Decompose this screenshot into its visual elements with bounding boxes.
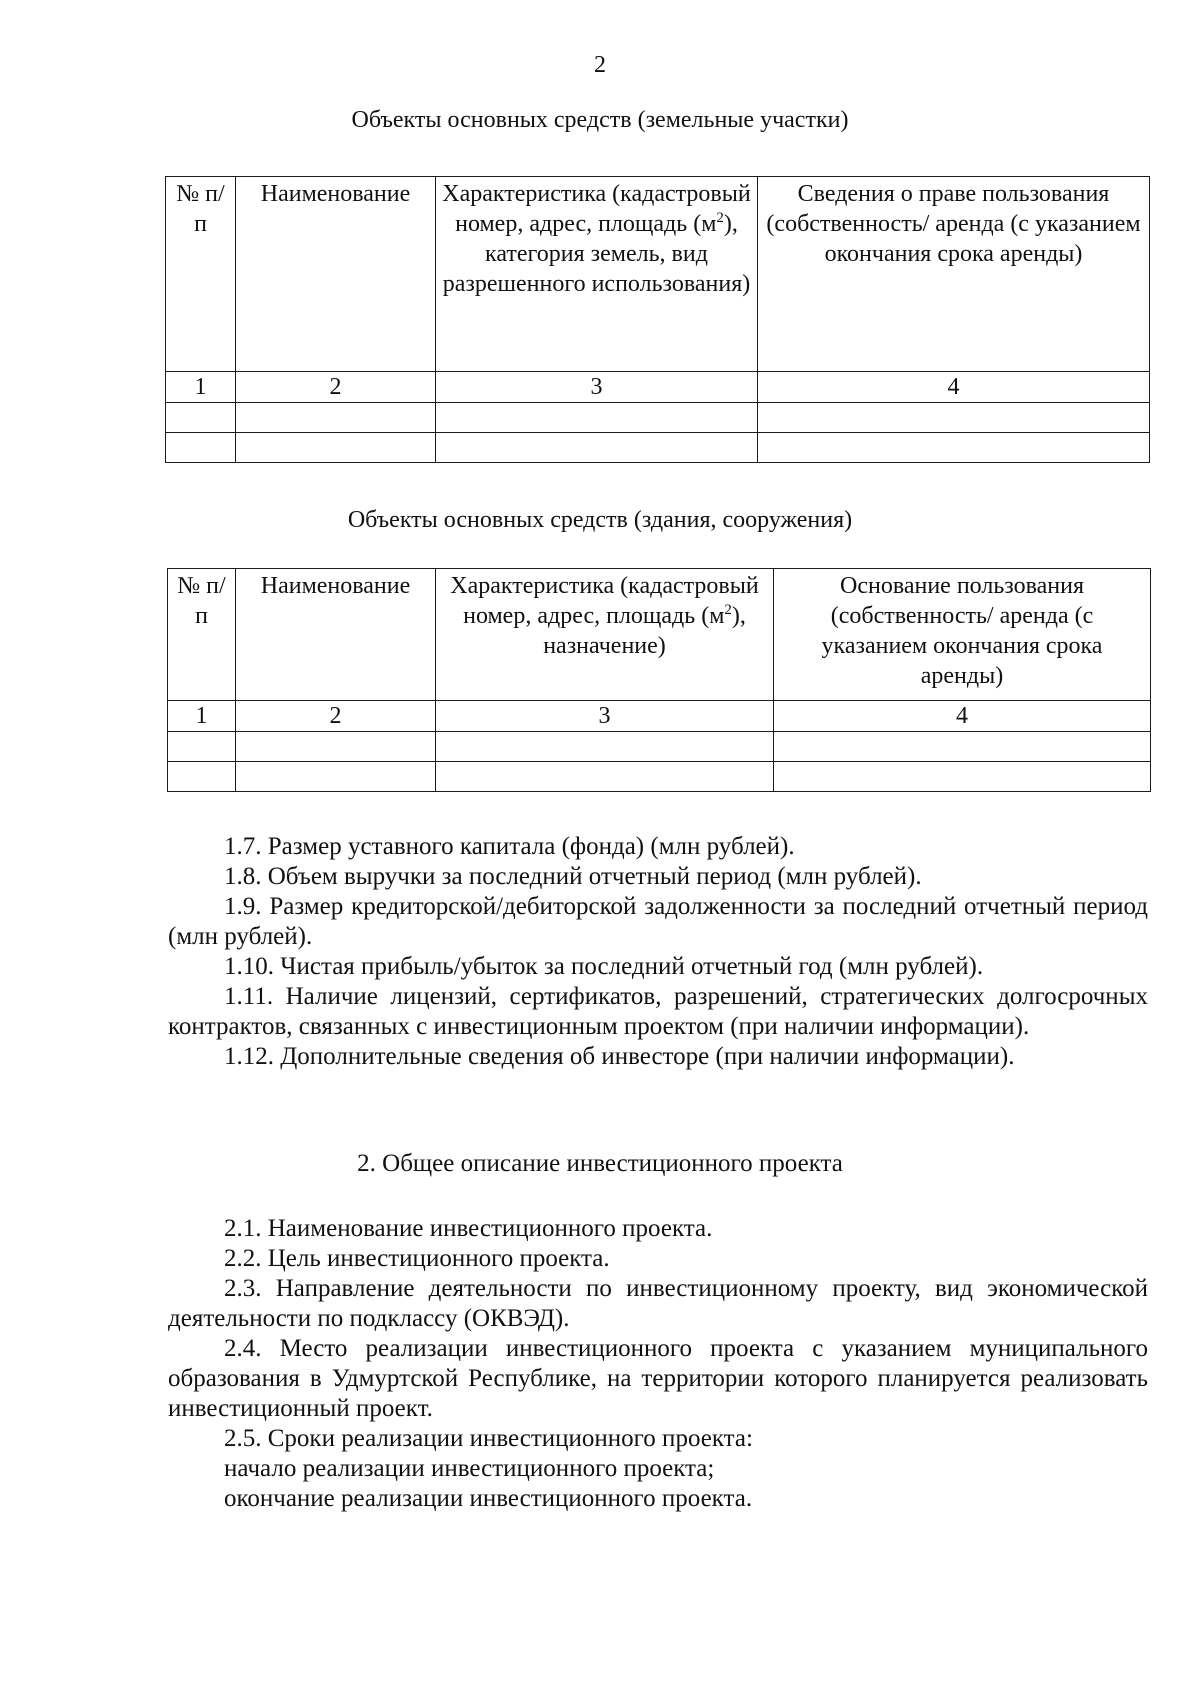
column-number: 2	[236, 372, 436, 403]
paragraph: 2.4. Место реализации инвестиционного проекта с указанием муниципального образования в Удмуртской Республике, на территории которого планируется реализовать инвестиционный проект.	[168, 1335, 1148, 1422]
paragraph: 1.7. Размер уставного капитала (фонда) (млн рублей).	[224, 833, 795, 860]
paragraph: 2.5. Сроки реализации инвестиционного проекта:	[224, 1425, 753, 1452]
header-number: № п/п	[168, 569, 236, 701]
empty-cell	[774, 762, 1151, 792]
empty-cell	[236, 403, 436, 433]
empty-cell	[166, 433, 236, 463]
paragraph: 1.10. Чистая прибыль/убыток за последний отчетный год (млн рублей).	[224, 953, 984, 980]
empty-cell	[168, 732, 236, 762]
paragraph: начало реализации инвестиционного проекта;	[224, 1455, 715, 1482]
column-number: 2	[236, 701, 436, 732]
column-number: 3	[436, 372, 758, 403]
section2-heading: 2. Общее описание инвестиционного проекта	[357, 1150, 843, 1177]
header-usage-basis: Основание пользования (собственность/ аренда (с указанием окончания срока аренды)	[774, 569, 1151, 701]
column-number: 1	[166, 372, 236, 403]
header-characteristics: Характеристика (кадастровый номер, адрес, площадь $(м^2)$, категория земель, вид разрешенного использования)	[436, 177, 758, 372]
section2-paragraphs	[168, 1214, 1148, 1514]
buildings-table	[167, 568, 1151, 792]
paragraph: 1.8. Объем выручки за последний отчетный период (млн рублей).	[224, 863, 922, 890]
empty-cell	[436, 732, 774, 762]
table-row	[168, 732, 1151, 762]
section1-paragraphs	[168, 832, 1148, 1072]
paragraph: 1.9. Размер кредиторской/дебиторской задолженности за последний отчетный период (млн рублей).	[168, 893, 1148, 950]
column-number: 4	[758, 372, 1150, 403]
header-usage-rights: Сведения о праве пользования (собственность/ аренда (с указанием окончания срока аренды)	[758, 177, 1150, 372]
empty-cell	[774, 732, 1151, 762]
empty-cell	[168, 762, 236, 792]
paragraph: окончание реализации инвестиционного проекта.	[224, 1485, 753, 1512]
paragraph: 1.11. Наличие лицензий, сертификатов, разрешений, стратегических долгосрочных контрактов, связанных с инвестиционным проектом (при наличии информации).	[168, 983, 1148, 1040]
land-plots-table	[165, 176, 1150, 463]
table1-title: Объекты основных средств (земельные участки)	[351, 107, 849, 133]
header-name: Наименование	[236, 569, 436, 701]
table2-title: Объекты основных средств (здания, сооружения)	[347, 507, 853, 533]
table-numbering-row	[166, 372, 1150, 403]
table-numbering-row	[168, 701, 1151, 732]
paragraph: 2.2. Цель инвестиционного проекта.	[224, 1245, 610, 1272]
empty-cell	[436, 403, 758, 433]
empty-cell	[758, 403, 1150, 433]
empty-cell	[758, 433, 1150, 463]
table-row	[168, 762, 1151, 792]
empty-cell	[236, 433, 436, 463]
empty-cell	[166, 403, 236, 433]
column-number: 3	[436, 701, 774, 732]
empty-cell	[436, 762, 774, 792]
header-characteristics: Характеристика (кадастровый номер, адрес, площадь $(м^2)$, назначение)	[436, 569, 774, 701]
paragraph: 1.12. Дополнительные сведения об инвесторе (при наличии информации).	[224, 1043, 1015, 1070]
empty-cell	[436, 433, 758, 463]
empty-cell	[236, 762, 436, 792]
table-row	[166, 403, 1150, 433]
header-number: № п/п	[166, 177, 236, 372]
column-number: 1	[168, 701, 236, 732]
table-header-row	[168, 569, 1151, 701]
header-name: Наименование	[236, 177, 436, 372]
column-number: 4	[774, 701, 1151, 732]
paragraph: 2.1. Наименование инвестиционного проекта.	[224, 1215, 713, 1242]
empty-cell	[236, 732, 436, 762]
table-row	[166, 433, 1150, 463]
paragraph: 2.3. Направление деятельности по инвестиционному проекту, вид экономической деятельности по подклассу (ОКВЭД).	[168, 1275, 1148, 1332]
table-header-row	[166, 177, 1150, 372]
page-number: 2	[594, 52, 606, 78]
